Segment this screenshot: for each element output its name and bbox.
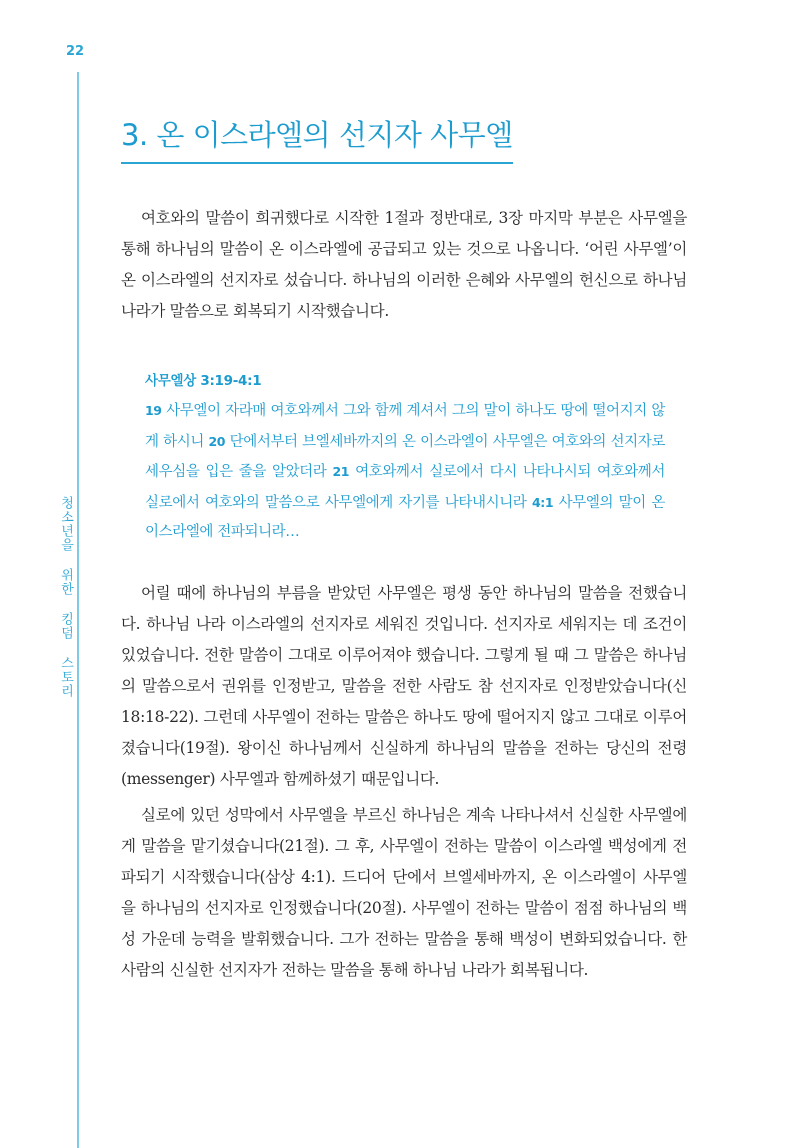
verse-number: 19 <box>145 403 162 418</box>
verse-text: 사무엘의 말이 온 이스라엘에 전파되니라… <box>145 494 665 540</box>
verse-number: 4:1 <box>531 494 554 510</box>
page-number: 22 <box>66 44 85 59</box>
body-paragraph-2: 어릴 때에 하나님의 부름을 받았던 사무엘은 평생 동안 하나님의 말씀을 전했습니다. 하나님 나라 이스라엘의 선지자로 세워진 것입니다. 선지자로 세워지는 데 조건이 있었습니다. 전한 말씀이 그대로 이루어져야 했습니다. 그렇게 될 때 그 말씀은 하나님의 말씀으로서 권위를 인정받고, 말씀을 전한 사람도 참 선지자로 인정받았습니다(신 18:18-22). 그런데 사무엘이 전하는 말씀은 하나도 땅에 떨어지지 않고 그대로 이루어졌습니다(19절). 왕이신 하나님께서 신실하게 하나님의 말씀을 전하는 당신의 전령(messenger) 사무엘과 함께하셨기 때문입니다. <box>121 584 687 788</box>
verse-number: 21 <box>332 464 350 479</box>
book-title-vertical: 청소년을 위한 킹덤 스토리 <box>58 496 73 698</box>
verse-number: 20 <box>208 433 226 449</box>
verse-text: 여호와께서 실로에서 다시 나타나시되 여호와께서 실로에서 여호와의 말씀으로 사무엘에게 자기를 나타내시니라 <box>145 464 666 511</box>
body-paragraph-3: 실로에 있던 성막에서 사무엘을 부르신 하나님은 계속 나타나셔서 신실한 사무엘에게 말씀을 맡기셨습니다(21절). 그 후, 사무엘이 전하는 말씀이 이스라엘 백성에게 전파되기 시작했습니다(삼상 4:1). 드디어 단에서 브엘세바까지, 온 이스라엘이 사무엘을 하나님의 선지자로 인정했습니다(20절). 사무엘이 전하는 말씀이 점점 하나님의 백성 가운데 능력을 발휘했습니다. 그가 전하는 말씀을 통해 백성이 변화되었습니다. 한 사람의 신실한 선지자가 전하는 말씀을 통해 하나님 나라가 회복됩니다. <box>121 806 687 979</box>
scripture-reference: 사무엘상 3:19-4:1 <box>145 373 262 389</box>
scripture-quote <box>145 396 665 548</box>
chapter-title: 3. 온 이스라엘의 선지자 사무엘 <box>121 113 513 164</box>
body-paragraph-1: 여호와의 말씀이 희귀했다로 시작한 1절과 정반대로, 3장 마지막 부분은 사무엘을 통해 하나님의 말씀이 온 이스라엘에 공급되고 있는 것으로 나옵니다. ‘어린 사무엘’이 온 이스라엘의 선지자로 섰습니다. 하나님의 이러한 은혜와 사무엘의 헌신으로 하나님 나라가 말씀으로 회복되기 시작했습니다. <box>121 209 687 320</box>
margin-rule <box>77 72 79 1148</box>
verse-text: 사무엘이 자라매 여호와께서 그와 함께 계셔서 그의 말이 하나도 땅에 떨어지지 않게 하시니 <box>145 403 665 450</box>
verse-text: 단에서부터 브엘세바까지의 온 이스라엘이 사무엘은 여호와의 선지자로 세우심을 입은 줄을 알았더라 <box>145 433 665 480</box>
